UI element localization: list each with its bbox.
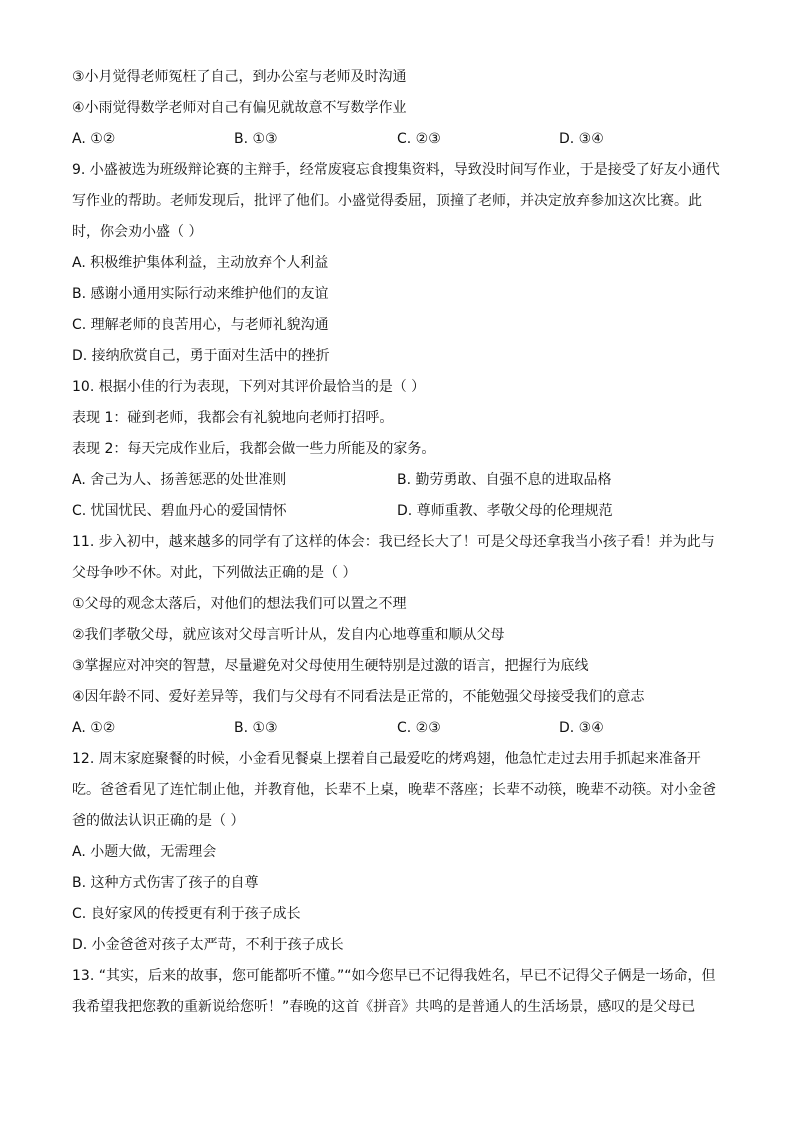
q10-option-b: B. 勤劳勇敢、自强不息的进取品格 [397, 472, 612, 488]
q10-behavior-1: 表现 1：碰到老师，我都会有礼貌地向老师打招呼。 [72, 410, 394, 426]
q11-option-a: A. ①② [72, 720, 116, 736]
q12-stem-line-2: 吃。爸爸看见了连忙制止他，并教育他，长辈不上桌，晚辈不落座；长辈不动筷，晚辈不动筷。对小金爸 [72, 782, 716, 798]
q9-stem-line-3: 时，你会劝小盛（ ） [72, 224, 203, 240]
q12-stem-line-3: 爸的做法认识正确的是（ ） [72, 813, 245, 829]
q10-options-row-2 [72, 496, 722, 527]
q8-option-d: D. ③④ [559, 131, 604, 147]
q11-option-b: B. ①③ [234, 720, 278, 736]
q10-option-c: C. 忧国忧民、碧血丹心的爱国情怀 [72, 503, 287, 519]
q8-option-a: A. ①② [72, 131, 116, 147]
q11-statement-4: ④因年龄不同、爱好差异等，我们与父母有不同看法是正常的，不能勉强父母接受我们的意志 [72, 689, 645, 705]
q9-option-c: C. 理解老师的良苦用心，与老师礼貌沟通 [72, 317, 329, 333]
q11-option-c: C. ②③ [397, 720, 441, 736]
q8-option-c: C. ②③ [397, 131, 441, 147]
q9-stem-line-2: 写作业的帮助。老师发现后，批评了他们。小盛觉得委屈，顶撞了老师，并决定放弃参加这次比赛。此 [72, 193, 702, 209]
q8-statement-3: ③小月觉得老师冤枉了自己，到办公室与老师及时沟通 [72, 69, 407, 85]
q11-statement-2: ②我们孝敬父母，就应该对父母言听计从，发自内心地尊重和顺从父母 [72, 627, 505, 643]
exam-page [72, 62, 722, 1023]
q11-stem-line-2: 父母争吵不休。对此，下列做法正确的是（ ） [72, 565, 357, 581]
q13-stem-line-1: 13. “其实，后来的故事，您可能都听不懂。”“如今您早已不记得我姓名，早已不记得父子俩是一场命，但 [72, 968, 716, 984]
q8-statement-4: ④小雨觉得数学老师对自己有偏见就故意不写数学作业 [72, 100, 407, 116]
q11-statement-1: ①父母的观念太落后，对他们的想法我们可以置之不理 [72, 596, 407, 612]
q10-stem: 10. 根据小佳的行为表现，下列对其评价最恰当的是（ ） [72, 379, 426, 395]
q8-option-b: B. ①③ [234, 131, 278, 147]
q12-option-a: A. 小题大做，无需理会 [72, 844, 217, 860]
q9-option-a: A. 积极维护集体利益，主动放弃个人利益 [72, 255, 329, 271]
q9-stem-line-1: 9. 小盛被选为班级辩论赛的主辩手，经常废寝忘食搜集资料，导致没时间写作业，于是接受了好友小通代 [72, 162, 720, 178]
q12-stem-line-1: 12. 周末家庭聚餐的时候，小金看见餐桌上摆着自己最爱吃的烤鸡翅，他急忙走过去用手抓起来准备开 [72, 751, 701, 767]
q8-options [72, 124, 722, 155]
q9-option-b: B. 感谢小通用实际行动来维护他们的友谊 [72, 286, 329, 302]
q11-stem-line-1: 11. 步入初中，越来越多的同学有了这样的体会：我已经长大了！可是父母还拿我当小孩子看！并为此与 [72, 534, 715, 550]
q12-option-b: B. 这种方式伤害了孩子的自尊 [72, 875, 259, 891]
q9-option-d: D. 接纳欣赏自己，勇于面对生活中的挫折 [72, 348, 330, 364]
q12-option-d: D. 小金爸爸对孩子太严苛，不利于孩子成长 [72, 937, 344, 953]
q11-options [72, 713, 722, 744]
q10-behavior-2: 表现 2：每天完成作业后，我都会做一些力所能及的家务。 [72, 441, 436, 457]
q11-option-d: D. ③④ [559, 720, 604, 736]
q13-stem-line-2: 我希望我把您教的重新说给您听！”春晚的这首《拼音》共鸣的是普通人的生活场景，感叹的是父母已 [72, 999, 696, 1015]
q10-option-a: A. 舍己为人、扬善惩恶的处世准则 [72, 472, 287, 488]
q10-option-d: D. 尊师重教、孝敬父母的伦理规范 [397, 503, 613, 519]
q11-statement-3: ③掌握应对冲突的智慧，尽量避免对父母使用生硬特别是过激的语言，把握行为底线 [72, 658, 589, 674]
q10-options-row-1 [72, 465, 722, 496]
q12-option-c: C. 良好家风的传授更有利于孩子成长 [72, 906, 301, 922]
